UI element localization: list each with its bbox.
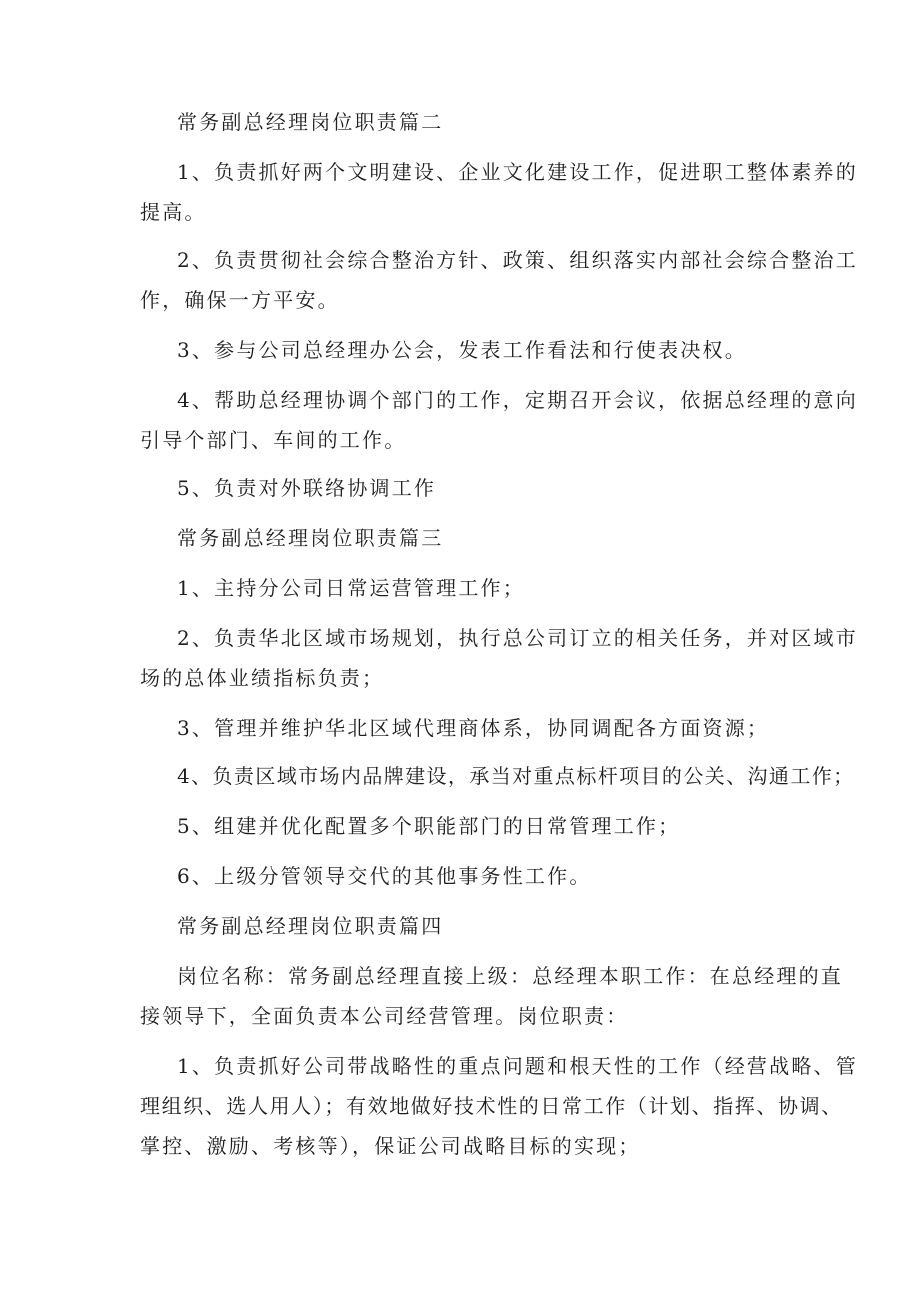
section-heading: 常务副总经理岗位职责篇二 xyxy=(177,110,444,134)
paragraph: 5、组建并优化配置多个职能部门的日常管理工作； xyxy=(177,814,681,838)
paragraph: 2、负责贯彻社会综合整治方针、政策、组织落实内部社会综合整治工 作，确保一方平安。 xyxy=(140,248,858,312)
paragraph: 岗位名称：常务副总经理直接上级：总经理本职工作：在总经理的直 接领导下，全面负责本公司经营管理。岗位职责： xyxy=(140,964,843,1028)
paragraph: 2、负责华北区域市场规划，执行总公司订立的相关任务，并对区域市 场的总体业绩指标负责； xyxy=(140,626,858,690)
paragraph: 1、主持分公司日常运营管理工作； xyxy=(177,576,525,600)
paragraph: 3、管理并维护华北区域代理商体系，协同调配各方面资源； xyxy=(177,716,770,740)
paragraph: 3、参与公司总经理办公会，发表工作看法和行使表决权。 xyxy=(177,338,747,362)
paragraph: 4、帮助总经理协调个部门的工作，定期召开会议，依据总经理的意向 引导个部门、车间的工作。 xyxy=(140,388,858,452)
section-heading: 常务副总经理岗位职责篇三 xyxy=(177,526,444,550)
paragraph: 1、负责抓好两个文明建设、企业文化建设工作，促进职工整体素养的 提高。 xyxy=(140,160,858,224)
section-heading: 常务副总经理岗位职责篇四 xyxy=(177,914,444,938)
paragraph: 5、负责对外联络协调工作 xyxy=(177,476,437,500)
paragraph: 1、负责抓好公司带战略性的重点问题和根天性的工作（经营战略、管 理组织、选人用人）；有效地做好技术性的日常工作（计划、指挥、协调、 掌控、激励、考核等），保证公司战略目标的实现； xyxy=(140,1054,858,1158)
paragraph: 6、上级分管领导交代的其他事务性工作。 xyxy=(177,864,592,888)
paragraph: 4、负责区域市场内品牌建设，承当对重点标杆项目的公关、沟通工作； xyxy=(177,764,855,788)
